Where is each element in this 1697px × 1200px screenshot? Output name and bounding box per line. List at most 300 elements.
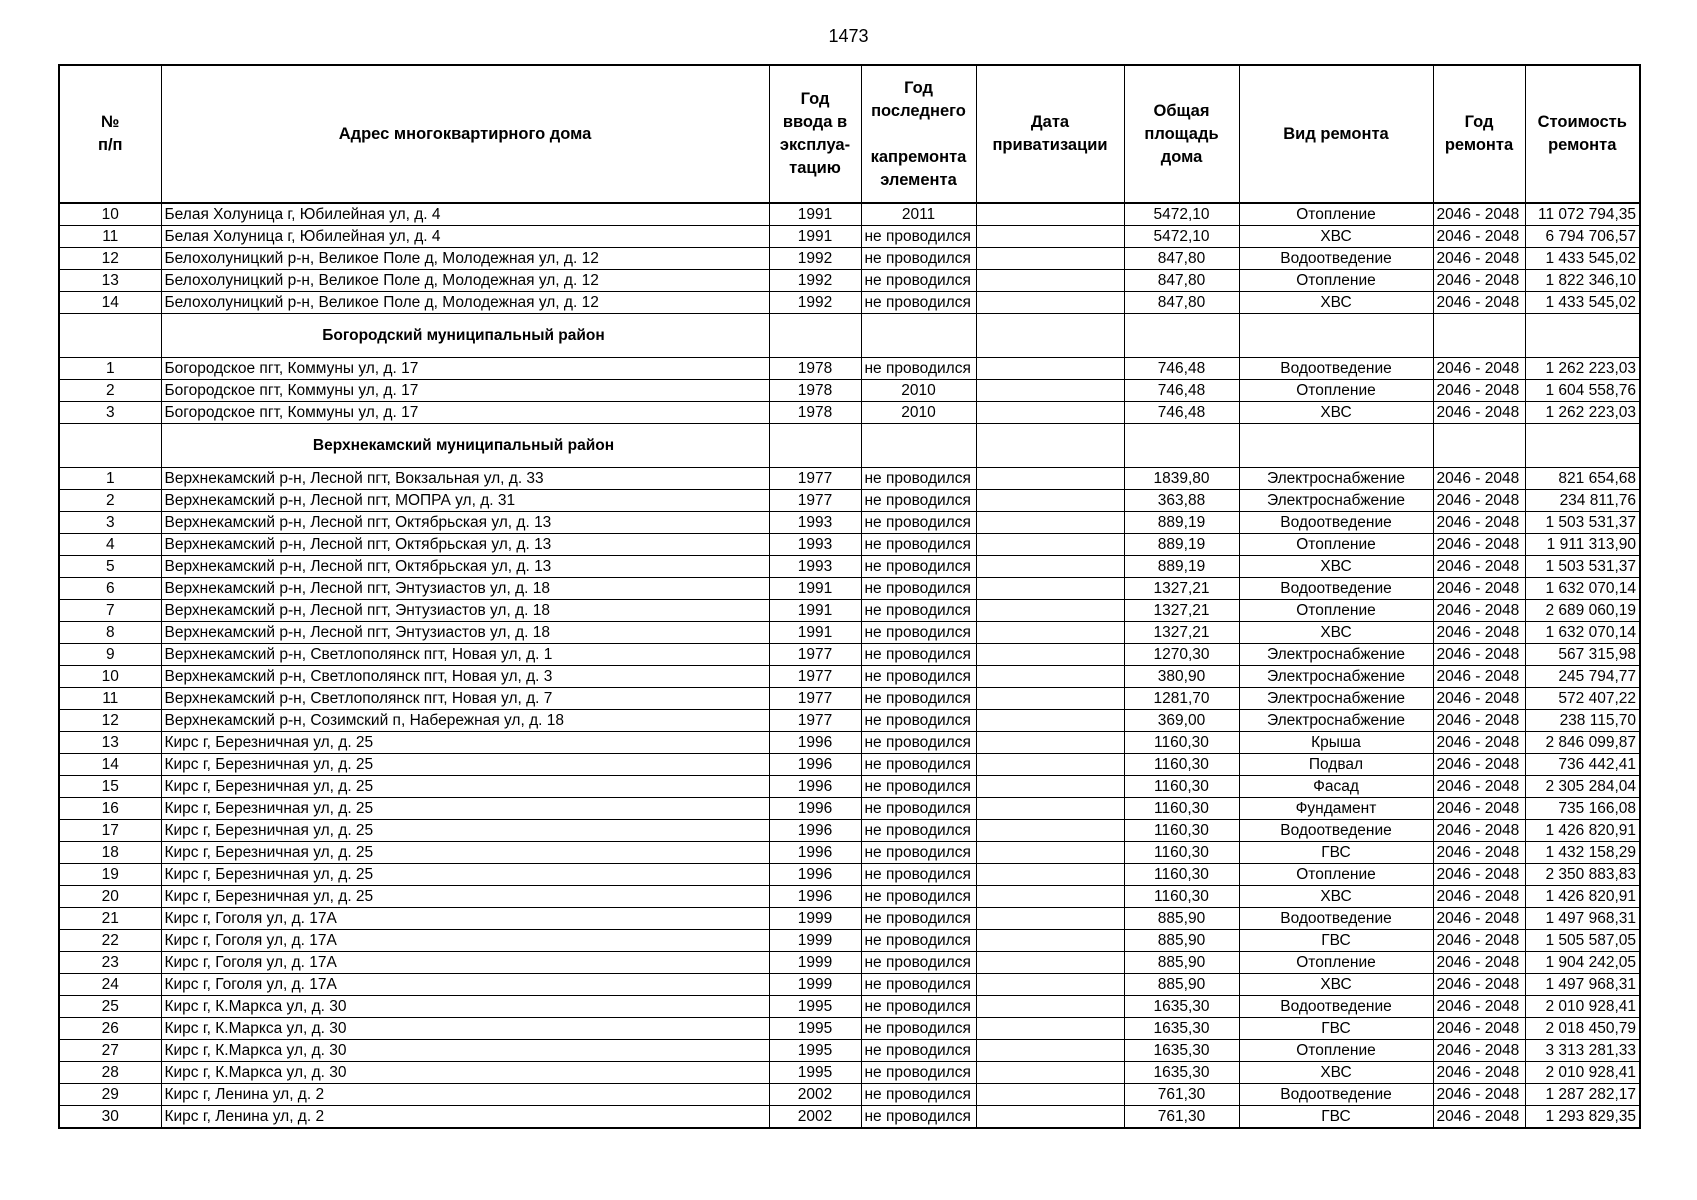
cell-privatization: [976, 754, 1124, 776]
cell-num: 20: [59, 886, 161, 908]
cell-area: 1160,30: [1124, 776, 1239, 798]
cell-repair-type: Водоотведение: [1239, 512, 1433, 534]
cell-last-repair: не проводился: [861, 490, 976, 512]
cell-repair-year: 2046 - 2048: [1433, 468, 1525, 490]
cell-privatization: [976, 468, 1124, 490]
cell-num: 17: [59, 820, 161, 842]
cell-num: 11: [59, 226, 161, 248]
cell-num: 15: [59, 776, 161, 798]
cell-repair-type: Водоотведение: [1239, 248, 1433, 270]
cell-area: 1635,30: [1124, 1040, 1239, 1062]
cell-address: Кирс г, К.Маркса ул, д. 30: [161, 1040, 769, 1062]
table-row: [59, 864, 1640, 886]
cell-repair-year: 2046 - 2048: [1433, 754, 1525, 776]
cell-year-built: 1991: [769, 203, 861, 226]
cell-area: 746,48: [1124, 358, 1239, 380]
cell-year-built: 1977: [769, 468, 861, 490]
cell-area: 889,19: [1124, 556, 1239, 578]
cell-address: Богородское пгт, Коммуны ул, д. 17: [161, 402, 769, 424]
cell-repair-type: Крыша: [1239, 732, 1433, 754]
table-row: [59, 248, 1640, 270]
cell-privatization: [976, 732, 1124, 754]
cell-num: 9: [59, 644, 161, 666]
cell-repair-type: ХВС: [1239, 622, 1433, 644]
cell-cost: 245 794,77: [1525, 666, 1640, 688]
cell-num: 7: [59, 600, 161, 622]
cell-area: 1839,80: [1124, 468, 1239, 490]
cell-area: 1160,30: [1124, 754, 1239, 776]
cell-num: 12: [59, 710, 161, 732]
cell-last-repair: не проводился: [861, 754, 976, 776]
cell-last-repair: не проводился: [861, 578, 976, 600]
cell-address: Верхнекамский р-н, Светлополянск пгт, Новая ул, д. 7: [161, 688, 769, 710]
table-row: [59, 1018, 1640, 1040]
cell-area: 1635,30: [1124, 1018, 1239, 1040]
table-row: [59, 776, 1640, 798]
cell-area: 1160,30: [1124, 886, 1239, 908]
cell-num: 8: [59, 622, 161, 644]
table-row: [59, 754, 1640, 776]
cell-privatization: [976, 1106, 1124, 1129]
cell-area: 369,00: [1124, 710, 1239, 732]
cell-last-repair: не проводился: [861, 534, 976, 556]
cell-num: 21: [59, 908, 161, 930]
cell-area: 761,30: [1124, 1084, 1239, 1106]
cell-year-built: 1991: [769, 600, 861, 622]
cell-repair-year: 2046 - 2048: [1433, 248, 1525, 270]
table-row: [59, 203, 1640, 226]
section-empty-cell: [861, 314, 976, 358]
cell-repair-year: 2046 - 2048: [1433, 974, 1525, 996]
cell-repair-year: 2046 - 2048: [1433, 358, 1525, 380]
cell-num: 4: [59, 534, 161, 556]
cell-area: 746,48: [1124, 402, 1239, 424]
cell-repair-type: Фасад: [1239, 776, 1433, 798]
cell-address: Кирс г, Березничная ул, д. 25: [161, 864, 769, 886]
cell-privatization: [976, 1084, 1124, 1106]
cell-address: Кирс г, Гоголя ул, д. 17А: [161, 908, 769, 930]
cell-last-repair: не проводился: [861, 226, 976, 248]
cell-year-built: 1993: [769, 534, 861, 556]
cell-year-built: 1996: [769, 886, 861, 908]
cell-address: Кирс г, Гоголя ул, д. 17А: [161, 974, 769, 996]
cell-year-built: 1996: [769, 864, 861, 886]
section-header-row: [59, 424, 1640, 468]
cell-address: Верхнекамский р-н, Лесной пгт, Вокзальная ул, д. 33: [161, 468, 769, 490]
cell-repair-year: 2046 - 2048: [1433, 710, 1525, 732]
cell-year-built: 1977: [769, 666, 861, 688]
cell-address: Кирс г, К.Маркса ул, д. 30: [161, 1018, 769, 1040]
cell-cost: 1 632 070,14: [1525, 622, 1640, 644]
cell-address: Белохолуницкий р-н, Великое Поле д, Молодежная ул, д. 12: [161, 292, 769, 314]
header-cost: [1525, 65, 1640, 203]
cell-address: Кирс г, Березничная ул, д. 25: [161, 754, 769, 776]
cell-last-repair: не проводился: [861, 820, 976, 842]
cell-privatization: [976, 203, 1124, 226]
cell-cost: 11 072 794,35: [1525, 203, 1640, 226]
cell-repair-year: 2046 - 2048: [1433, 1084, 1525, 1106]
cell-repair-type: ХВС: [1239, 886, 1433, 908]
cell-year-built: 1977: [769, 644, 861, 666]
cell-year-built: 1996: [769, 842, 861, 864]
cell-num: 25: [59, 996, 161, 1018]
cell-privatization: [976, 842, 1124, 864]
table-row: [59, 556, 1640, 578]
cell-address: Кирс г, К.Маркса ул, д. 30: [161, 1062, 769, 1084]
cell-area: 5472,10: [1124, 203, 1239, 226]
cell-cost: 567 315,98: [1525, 644, 1640, 666]
cell-last-repair: не проводился: [861, 248, 976, 270]
cell-cost: 3 313 281,33: [1525, 1040, 1640, 1062]
cell-repair-type: Электроснабжение: [1239, 468, 1433, 490]
cell-repair-year: 2046 - 2048: [1433, 512, 1525, 534]
cell-cost: 234 811,76: [1525, 490, 1640, 512]
table-row: [59, 1084, 1640, 1106]
cell-last-repair: не проводился: [861, 798, 976, 820]
cell-repair-year: 2046 - 2048: [1433, 842, 1525, 864]
cell-privatization: [976, 226, 1124, 248]
cell-area: 1160,30: [1124, 842, 1239, 864]
cell-repair-year: 2046 - 2048: [1433, 1040, 1525, 1062]
cell-area: 889,19: [1124, 512, 1239, 534]
cell-cost: 2 010 928,41: [1525, 1062, 1640, 1084]
cell-last-repair: не проводился: [861, 644, 976, 666]
cell-repair-type: Водоотведение: [1239, 358, 1433, 380]
cell-num: 14: [59, 292, 161, 314]
cell-area: 847,80: [1124, 248, 1239, 270]
cell-cost: 1 904 242,05: [1525, 952, 1640, 974]
cell-year-built: 1992: [769, 248, 861, 270]
cell-repair-year: 2046 - 2048: [1433, 644, 1525, 666]
cell-privatization: [976, 1062, 1124, 1084]
cell-repair-year: 2046 - 2048: [1433, 908, 1525, 930]
cell-address: Верхнекамский р-н, Лесной пгт, Октябрьская ул, д. 13: [161, 534, 769, 556]
header-line: ввода в: [782, 113, 848, 131]
header-line: Общая: [1153, 101, 1210, 120]
cell-privatization: [976, 776, 1124, 798]
section-empty-cell: [1239, 314, 1433, 358]
cell-last-repair: не проводился: [861, 512, 976, 534]
cell-area: 885,90: [1124, 908, 1239, 930]
table-row: [59, 732, 1640, 754]
table-row: [59, 358, 1640, 380]
table-body: [59, 203, 1640, 1128]
table-row: [59, 952, 1640, 974]
cell-area: 1160,30: [1124, 732, 1239, 754]
table-row: [59, 974, 1640, 996]
cell-privatization: [976, 600, 1124, 622]
table-row: [59, 688, 1640, 710]
header-line: Стоимость: [1537, 113, 1627, 131]
header-line: приватизации: [992, 136, 1108, 154]
cell-repair-type: Водоотведение: [1239, 578, 1433, 600]
cell-year-built: 1991: [769, 622, 861, 644]
cell-repair-type: ХВС: [1239, 1062, 1433, 1084]
cell-last-repair: не проводился: [861, 358, 976, 380]
section-header-row: [59, 314, 1640, 358]
cell-repair-year: 2046 - 2048: [1433, 952, 1525, 974]
cell-num: 6: [59, 578, 161, 600]
section-empty-cell: [861, 424, 976, 468]
cell-num: 30: [59, 1106, 161, 1129]
cell-repair-type: ГВС: [1239, 1018, 1433, 1040]
cell-repair-year: 2046 - 2048: [1433, 886, 1525, 908]
cell-cost: 1 505 587,05: [1525, 930, 1640, 952]
section-empty-cell: [769, 424, 861, 468]
cell-privatization: [976, 820, 1124, 842]
cell-last-repair: не проводился: [861, 666, 976, 688]
cell-address: Верхнекамский р-н, Светлополянск пгт, Новая ул, д. 1: [161, 644, 769, 666]
cell-year-built: 1996: [769, 754, 861, 776]
cell-area: 1327,21: [1124, 600, 1239, 622]
cell-area: 746,48: [1124, 380, 1239, 402]
table-row: [59, 1062, 1640, 1084]
cell-area: 1635,30: [1124, 1062, 1239, 1084]
cell-address: Кирс г, К.Маркса ул, д. 30: [161, 996, 769, 1018]
cell-address: Кирс г, Гоголя ул, д. 17А: [161, 930, 769, 952]
cell-repair-type: Отопление: [1239, 600, 1433, 622]
cell-repair-year: 2046 - 2048: [1433, 820, 1525, 842]
cell-privatization: [976, 864, 1124, 886]
cell-repair-year: 2046 - 2048: [1433, 490, 1525, 512]
header-line: Год: [800, 90, 830, 108]
cell-repair-type: Отопление: [1239, 270, 1433, 292]
cell-num: 24: [59, 974, 161, 996]
cell-last-repair: 2011: [861, 203, 976, 226]
table-row: [59, 380, 1640, 402]
page-number: 1473: [828, 26, 869, 46]
cell-last-repair: не проводился: [861, 732, 976, 754]
cell-privatization: [976, 490, 1124, 512]
cell-cost: 1 426 820,91: [1525, 820, 1640, 842]
cell-privatization: [976, 380, 1124, 402]
cell-repair-year: 2046 - 2048: [1433, 578, 1525, 600]
cell-repair-type: Отопление: [1239, 1040, 1433, 1062]
cell-repair-year: 2046 - 2048: [1433, 688, 1525, 710]
table-row: [59, 996, 1640, 1018]
cell-privatization: [976, 710, 1124, 732]
cell-year-built: 1992: [769, 292, 861, 314]
cell-area: 1160,30: [1124, 798, 1239, 820]
cell-cost: 2 846 099,87: [1525, 732, 1640, 754]
cell-num: 10: [59, 203, 161, 226]
cell-repair-type: Водоотведение: [1239, 820, 1433, 842]
cell-last-repair: не проводился: [861, 864, 976, 886]
cell-num: 29: [59, 1084, 161, 1106]
header-line: элемента: [880, 170, 957, 189]
cell-address: Белая Холуница г, Юбилейная ул, д. 4: [161, 226, 769, 248]
cell-repair-type: ГВС: [1239, 1106, 1433, 1129]
cell-privatization: [976, 578, 1124, 600]
cell-year-built: 2002: [769, 1084, 861, 1106]
cell-cost: 2 018 450,79: [1525, 1018, 1640, 1040]
cell-repair-year: 2046 - 2048: [1433, 600, 1525, 622]
cell-address: Кирс г, Березничная ул, д. 25: [161, 732, 769, 754]
cell-cost: 238 115,70: [1525, 710, 1640, 732]
cell-area: 761,30: [1124, 1106, 1239, 1129]
cell-area: 1635,30: [1124, 996, 1239, 1018]
cell-address: Верхнекамский р-н, Лесной пгт, Энтузиастов ул, д. 18: [161, 578, 769, 600]
cell-num: 5: [59, 556, 161, 578]
cell-repair-year: 2046 - 2048: [1433, 226, 1525, 248]
cell-num: 1: [59, 468, 161, 490]
cell-privatization: [976, 512, 1124, 534]
cell-year-built: 1978: [769, 358, 861, 380]
cell-privatization: [976, 996, 1124, 1018]
cell-last-repair: не проводился: [861, 1106, 976, 1129]
cell-last-repair: не проводился: [861, 952, 976, 974]
cell-privatization: [976, 292, 1124, 314]
cell-repair-year: 2046 - 2048: [1433, 402, 1525, 424]
cell-cost: 572 407,22: [1525, 688, 1640, 710]
cell-privatization: [976, 688, 1124, 710]
cell-year-built: 1996: [769, 732, 861, 754]
cell-repair-type: ХВС: [1239, 974, 1433, 996]
cell-num: 22: [59, 930, 161, 952]
cell-last-repair: не проводился: [861, 688, 976, 710]
cell-address: Кирс г, Березничная ул, д. 25: [161, 798, 769, 820]
cell-area: 847,80: [1124, 270, 1239, 292]
header-address: Адрес многоквартирного дома: [161, 65, 769, 203]
section-title: Богородский муниципальный район: [161, 314, 769, 358]
table-row: [59, 842, 1640, 864]
cell-repair-type: ХВС: [1239, 292, 1433, 314]
cell-num: 2: [59, 380, 161, 402]
cell-address: Верхнекамский р-н, Светлополянск пгт, Новая ул, д. 3: [161, 666, 769, 688]
table-row: [59, 226, 1640, 248]
table-row: [59, 908, 1640, 930]
cell-cost: 1 287 282,17: [1525, 1084, 1640, 1106]
header-line: №: [101, 113, 120, 131]
cell-repair-type: Электроснабжение: [1239, 644, 1433, 666]
cell-cost: 2 350 883,83: [1525, 864, 1640, 886]
cell-num: 3: [59, 512, 161, 534]
cell-cost: 1 632 070,14: [1525, 578, 1640, 600]
cell-repair-type: Электроснабжение: [1239, 666, 1433, 688]
cell-last-repair: не проводился: [861, 600, 976, 622]
cell-privatization: [976, 1018, 1124, 1040]
cell-year-built: 2002: [769, 1106, 861, 1129]
cell-last-repair: не проводился: [861, 1018, 976, 1040]
cell-year-built: 1995: [769, 1062, 861, 1084]
header-last-repair: [861, 65, 976, 203]
cell-num: 28: [59, 1062, 161, 1084]
cell-repair-type: Водоотведение: [1239, 1084, 1433, 1106]
cell-last-repair: не проводился: [861, 974, 976, 996]
cell-privatization: [976, 248, 1124, 270]
cell-num: 2: [59, 490, 161, 512]
cell-address: Кирс г, Березничная ул, д. 25: [161, 842, 769, 864]
cell-year-built: 1995: [769, 996, 861, 1018]
cell-privatization: [976, 952, 1124, 974]
section-empty-cell: [59, 314, 161, 358]
cell-last-repair: не проводился: [861, 1040, 976, 1062]
cell-cost: 1 497 968,31: [1525, 974, 1640, 996]
cell-repair-year: 2046 - 2048: [1433, 798, 1525, 820]
cell-repair-year: 2046 - 2048: [1433, 380, 1525, 402]
cell-cost: 1 433 545,02: [1525, 292, 1640, 314]
cell-address: Кирс г, Ленина ул, д. 2: [161, 1106, 769, 1129]
cell-year-built: 1996: [769, 820, 861, 842]
table-row: [59, 1106, 1640, 1129]
cell-repair-year: 2046 - 2048: [1433, 732, 1525, 754]
cell-last-repair: 2010: [861, 402, 976, 424]
cell-num: 11: [59, 688, 161, 710]
cell-cost: 1 262 223,03: [1525, 402, 1640, 424]
cell-area: 1270,30: [1124, 644, 1239, 666]
header-line: дома: [1160, 147, 1203, 166]
cell-repair-year: 2046 - 2048: [1433, 292, 1525, 314]
cell-last-repair: не проводился: [861, 622, 976, 644]
cell-area: 1160,30: [1124, 864, 1239, 886]
section-empty-cell: [1433, 314, 1525, 358]
cell-repair-type: ГВС: [1239, 930, 1433, 952]
cell-address: Белохолуницкий р-н, Великое Поле д, Молодежная ул, д. 12: [161, 270, 769, 292]
cell-cost: 1 426 820,91: [1525, 886, 1640, 908]
cell-privatization: [976, 402, 1124, 424]
cell-year-built: 1991: [769, 578, 861, 600]
cell-last-repair: не проводился: [861, 930, 976, 952]
header-repair-year: [1433, 65, 1525, 203]
cell-area: 1327,21: [1124, 578, 1239, 600]
cell-privatization: [976, 1040, 1124, 1062]
header-line: п/п: [97, 136, 123, 154]
cell-address: Белая Холуница г, Юбилейная ул, д. 4: [161, 203, 769, 226]
cell-address: Кирс г, Березничная ул, д. 25: [161, 820, 769, 842]
cell-num: 16: [59, 798, 161, 820]
cell-year-built: 1996: [769, 776, 861, 798]
header-line: площадь: [1144, 124, 1219, 143]
cell-privatization: [976, 622, 1124, 644]
cell-last-repair: не проводился: [861, 908, 976, 930]
cell-num: 26: [59, 1018, 161, 1040]
cell-cost: 736 442,41: [1525, 754, 1640, 776]
cell-repair-type: Отопление: [1239, 203, 1433, 226]
section-empty-cell: [1124, 424, 1239, 468]
cell-cost: 1 432 158,29: [1525, 842, 1640, 864]
cell-num: 12: [59, 248, 161, 270]
cell-cost: 1 822 346,10: [1525, 270, 1640, 292]
cell-area: 885,90: [1124, 974, 1239, 996]
cell-address: Кирс г, Березничная ул, д. 25: [161, 776, 769, 798]
cell-area: 380,90: [1124, 666, 1239, 688]
cell-cost: 6 794 706,57: [1525, 226, 1640, 248]
cell-address: Верхнекамский р-н, Лесной пгт, Энтузиастов ул, д. 18: [161, 622, 769, 644]
cell-cost: 1 293 829,35: [1525, 1106, 1640, 1129]
cell-cost: 1 911 313,90: [1525, 534, 1640, 556]
cell-repair-type: Отопление: [1239, 380, 1433, 402]
cell-year-built: 1977: [769, 490, 861, 512]
cell-address: Верхнекамский р-н, Лесной пгт, МОПРА ул, д. 31: [161, 490, 769, 512]
section-empty-cell: [1525, 424, 1640, 468]
repair-schedule-table: [58, 64, 1641, 1129]
cell-cost: 2 010 928,41: [1525, 996, 1640, 1018]
header-line: капремонта: [870, 147, 967, 166]
cell-last-repair: не проводился: [861, 886, 976, 908]
cell-repair-year: 2046 - 2048: [1433, 270, 1525, 292]
cell-repair-type: Отопление: [1239, 534, 1433, 556]
cell-privatization: [976, 798, 1124, 820]
header-line: Год: [1464, 113, 1494, 131]
cell-year-built: 1996: [769, 798, 861, 820]
table-row: [59, 292, 1640, 314]
section-empty-cell: [59, 424, 161, 468]
cell-year-built: 1992: [769, 270, 861, 292]
table-row: [59, 710, 1640, 732]
cell-repair-year: 2046 - 2048: [1433, 1106, 1525, 1129]
table-row: [59, 666, 1640, 688]
cell-address: Верхнекамский р-н, Созимский п, Набережная ул, д. 18: [161, 710, 769, 732]
